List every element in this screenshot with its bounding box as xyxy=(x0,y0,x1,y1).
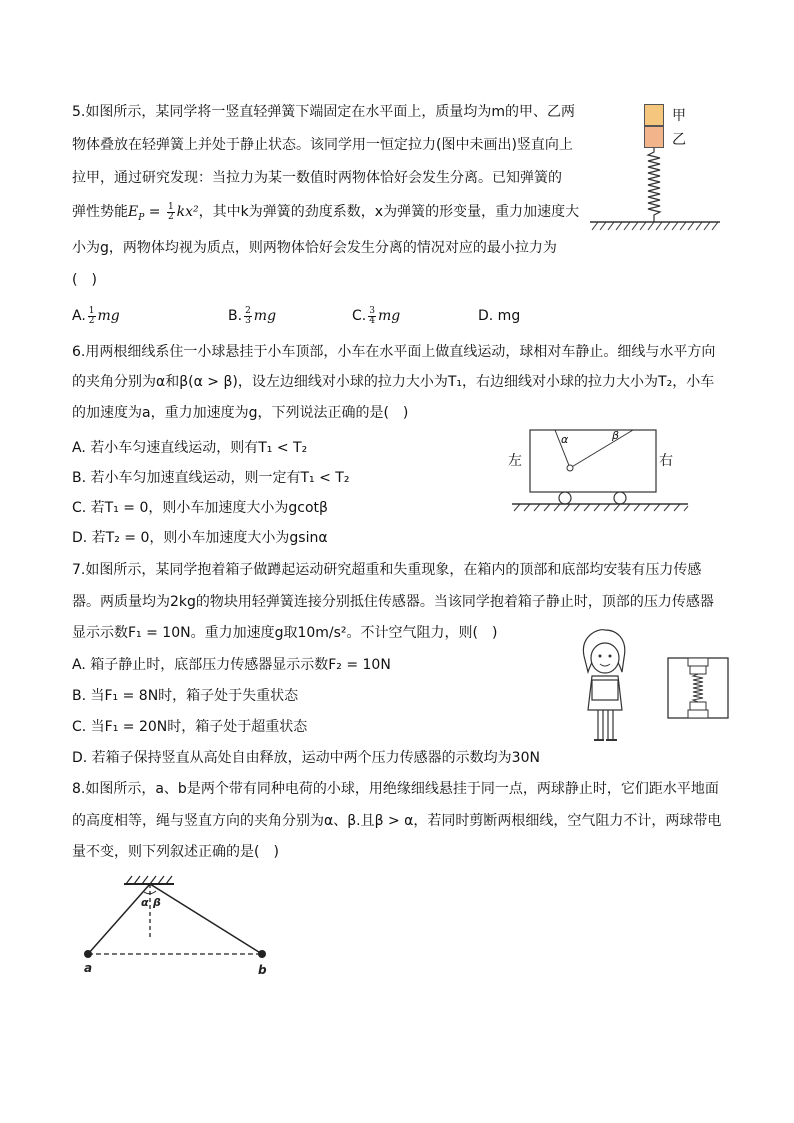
q5-option-c-den: 4 xyxy=(369,315,375,326)
q5-equals: = xyxy=(144,204,165,220)
q8-ceiling-hatch xyxy=(126,876,172,884)
q8-label-a: a xyxy=(84,961,93,975)
q7-line-2: 器。两质量均为2kg的物块用轻弹簧连接分别抵住传感器。当该同学抱着箱子静止时，顶部的压力传感器 xyxy=(72,594,714,610)
q8-balls-figure xyxy=(74,872,284,982)
q5-line-2: 物体叠放在轻弹簧上并处于静止状态。该同学用一恒定拉力(图中未画出)竖直向上 xyxy=(72,137,573,153)
q5-line-5: 小为g，两物体均视为质点，则两物体恰好会发生分离的情况对应的最小拉力为 xyxy=(72,240,557,256)
q7-bottom-block xyxy=(690,702,706,710)
q5-ep-subscript: P xyxy=(138,212,145,223)
q6-cart-figure xyxy=(500,425,700,515)
q7-box-figure xyxy=(666,656,730,720)
q8-line-2: 的高度相等，绳与竖直方向的夹角分别为α、β.且β > α，若同时剪断两根细线，空气阻力不计，两球带电 xyxy=(72,813,722,829)
q6-line-2: 的夹角分别为α和β(α > β)，设左边细线对小球的拉力大小为T₁，右边细线对小球的拉力大小为T₂，小车 xyxy=(72,374,715,390)
q5-option-a-num: 1 xyxy=(88,305,95,316)
q5-option-b[interactable] xyxy=(228,306,276,326)
q8-balls-svg xyxy=(74,872,284,982)
q5-spring-coil xyxy=(648,148,660,222)
q5-kx2: kx² xyxy=(176,204,199,220)
q6-beta-label: β xyxy=(612,429,620,442)
q6-label-left: 左 xyxy=(508,453,522,469)
q6-ball xyxy=(567,465,573,471)
q7-face xyxy=(591,643,619,673)
q7-line-1: 7.如图所示，某同学抱着箱子做蹲起运动研究超重和失重现象，在箱内的顶部和底部均安装有压力传感 xyxy=(72,562,702,578)
q6-ground-hatch xyxy=(514,504,688,511)
q7-held-box xyxy=(592,680,618,700)
q5-line-1: 5.如图所示，某同学将一竖直轻弹簧下端固定在水平面上，质量均为m的甲、乙两 xyxy=(72,104,575,120)
q8-label-b: b xyxy=(258,963,267,977)
q5-option-b-mg: mg xyxy=(253,308,277,324)
q5-option-c-fraction xyxy=(368,307,376,326)
q6-option-a[interactable]: A. 若小车匀速直线运动，则有T₁ < T₂ xyxy=(72,440,308,456)
q5-frac-den: 2 xyxy=(167,211,174,222)
q5-option-b-letter: B. xyxy=(228,308,243,324)
q8-string-a xyxy=(88,884,150,954)
q7-eye-right xyxy=(609,655,612,658)
q6-wheel-right xyxy=(614,492,626,504)
q5-option-a[interactable] xyxy=(72,306,120,326)
q7-option-b[interactable]: B. 当F₁ = 8N时，箱子处于失重状态 xyxy=(72,688,299,704)
q8-ball-a xyxy=(84,950,92,958)
q6-right-string xyxy=(570,430,633,468)
q5-line-6: ( ) xyxy=(72,272,97,288)
q5-spring-figure xyxy=(586,104,726,234)
q6-line-1: 6.用两根细线系住一小球悬挂于小车顶部，小车在水平面上做直线运动，球相对车静止。细线与水平方向 xyxy=(72,344,716,360)
q5-ep-symbol: E xyxy=(128,204,139,220)
q6-cart-svg xyxy=(500,425,700,515)
q7-option-d[interactable]: D. 若箱子保持竖直从高处自由释放，运动中两个压力传感器的示数均为30N xyxy=(72,750,540,766)
q7-person-figure xyxy=(570,628,640,748)
q8-beta-label: β xyxy=(153,896,161,909)
q6-label-right: 右 xyxy=(659,453,673,469)
q5-ground-hatch xyxy=(592,222,718,230)
q7-eye-left xyxy=(599,655,602,658)
q5-line-3: 拉甲，通过研究发现：当拉力为某一数值时两物体恰好会发生分离。已知弹簧的 xyxy=(72,170,562,186)
q6-cart-body xyxy=(530,430,656,492)
q7-top-sensor xyxy=(688,658,708,666)
q7-option-a[interactable]: A. 箱子静止时，底部压力传感器显示示数F₂ = 10N xyxy=(72,657,391,673)
q5-label-yi: 乙 xyxy=(672,132,686,148)
q7-line-3: 显示示数F₁ = 10N。重力加速度g取10m/s²。不计空气阻力，则( ) xyxy=(72,625,498,641)
q5-option-a-letter: A. xyxy=(72,308,86,324)
q5-line-4-pre: 弹性势能 xyxy=(72,204,128,220)
q6-option-b[interactable]: B. 若小车匀加速直线运动，则一定有T₁ < T₂ xyxy=(72,470,350,486)
q5-option-a-den: 2 xyxy=(88,315,95,326)
q5-line-4-post: ，其中k为弹簧的劲度系数，x为弹簧的形变量，重力加速度大 xyxy=(198,204,580,220)
q7-option-c[interactable]: C. 当F₁ = 20N时，箱子处于超重状态 xyxy=(72,719,308,735)
q8-alpha-label: α xyxy=(141,896,149,909)
q6-line-3: 的加速度为a，重力加速度为g，下列说法正确的是( ) xyxy=(72,405,409,421)
q7-box-svg xyxy=(666,656,730,720)
q5-option-b-fraction xyxy=(244,307,252,326)
q7-top-block xyxy=(690,666,706,674)
q5-option-c[interactable] xyxy=(352,306,400,326)
q6-option-c[interactable]: C. 若T₁ = 0，则小车加速度大小为gcotβ xyxy=(72,500,328,516)
q7-bottom-sensor xyxy=(688,710,708,718)
q5-frac-num: 1 xyxy=(167,201,174,212)
q5-line-4 xyxy=(72,202,579,228)
q5-option-c-num: 3 xyxy=(369,305,375,316)
q5-option-d[interactable]: D. mg xyxy=(478,308,521,324)
q8-line-3: 量不变，则下列叙述正确的是( ) xyxy=(72,844,279,860)
q8-ball-b xyxy=(258,950,266,958)
q5-option-a-mg: mg xyxy=(97,308,120,324)
q5-option-c-mg: mg xyxy=(377,308,401,324)
q5-option-c-letter: C. xyxy=(352,308,367,324)
q8-line-1: 8.如图所示，a、b是两个带有同种电荷的小球，用绝缘细线悬挂于同一点，两球静止时，它们距水平地面 xyxy=(72,781,719,797)
q6-wheel-left xyxy=(559,492,571,504)
q5-option-b-den: 3 xyxy=(245,315,251,326)
q6-alpha-label: α xyxy=(561,433,569,446)
q5-half-fraction xyxy=(167,203,175,222)
q5-spring-svg xyxy=(586,104,726,234)
q5-option-a-fraction xyxy=(88,307,96,326)
q5-option-b-num: 2 xyxy=(245,305,251,316)
q5-label-jia: 甲 xyxy=(672,108,686,124)
q7-person-svg xyxy=(570,628,640,748)
q6-option-d[interactable]: D. 若T₂ = 0，则小车加速度大小为gsinα xyxy=(72,530,328,546)
q8-string-b xyxy=(150,884,262,954)
